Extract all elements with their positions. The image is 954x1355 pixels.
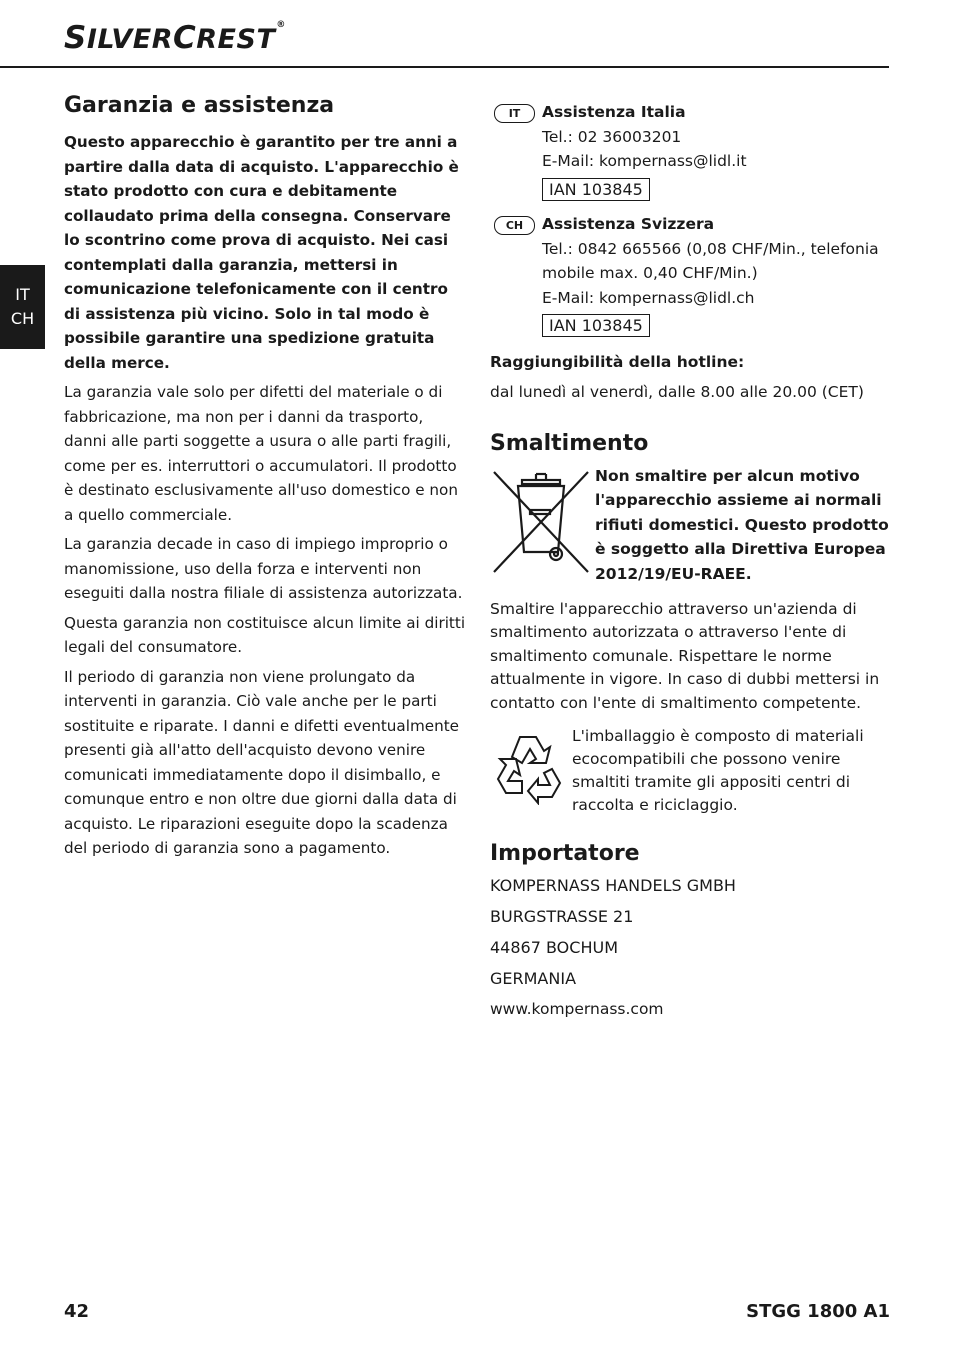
service-phone: Tel.: 02 36003201	[542, 127, 682, 146]
country-badge-ch: CH	[494, 216, 535, 235]
hotline-title: Raggiungibilità della hotline:	[490, 352, 745, 371]
logo-letters: REST	[196, 24, 276, 55]
importer-website[interactable]: www.kompernass.com	[490, 1000, 664, 1018]
service-italy	[490, 100, 890, 202]
brand-logo	[64, 20, 286, 56]
service-title: Assistenza Svizzera	[542, 215, 715, 233]
model-number: STGG 1800 A1	[746, 1301, 890, 1322]
logo-letters: ILVER	[86, 24, 173, 55]
importer-street: BURGSTRASSE 21	[490, 907, 634, 926]
service-switzerland	[490, 212, 890, 339]
importer-country: GERMANIA	[490, 969, 577, 988]
service-email: E-Mail: kompernass@lidl.ch	[542, 288, 755, 307]
importer-city: 44867 BOCHUM	[490, 938, 618, 957]
importer-heading: Importatore	[490, 841, 640, 866]
disposal-heading: Smaltimento	[490, 430, 649, 456]
hotline-hours: dal lunedì al venerdì, dalle 8.00 alle 20.00 (CET)	[490, 382, 864, 401]
logo-letter: S	[64, 20, 87, 56]
warranty-paragraph: Questa garanzia non costituisce alcun limite ai diritti legali del consumatore.	[64, 613, 466, 656]
header-divider	[0, 66, 889, 68]
crossed-bin-icon	[490, 466, 592, 578]
registered-mark: ®	[276, 20, 286, 30]
language-code: IT	[15, 285, 30, 304]
warranty-heading: Garanzia e assistenza	[64, 93, 335, 118]
logo-letter: C	[173, 20, 197, 56]
disposal-text: Smaltire l'apparecchio attraverso un'azienda di smaltimento autorizzata o attraverso l'ente di smaltimento comunale. Rispettare le norme attualmente in vigore. In caso di dubbi mettersi in contatto con l'ente di smaltimento competente.	[490, 599, 880, 712]
weee-notice	[490, 464, 890, 584]
packaging-text: L'imballaggio è composto di materiali ecocompatibili che possono venire smaltiti tramite gli appositi centri di raccolta e riciclaggio.	[572, 727, 864, 814]
language-tab	[0, 265, 45, 349]
service-email: E-Mail: kompernass@lidl.it	[542, 152, 747, 170]
warranty-paragraph: Questo apparecchio è garantito per tre anni a partire dalla data di acquisto. L'apparecchio è stato prodotto con cura e debitamente collaudato prima della consegna. Conservare lo scontrino come prova di acquisto. Nei casi contemplati dalla garanzia, mettersi in comunicazione telefonicamente con il centro di assistenza più vicino. Solo in tal modo è possibile garantire una spedizione gratuita della merce.	[64, 133, 459, 372]
warranty-paragraph: La garanzia vale solo per difetti del materiale o di fabbricazione, ma non per i danni da trasporto, danni alle parti soggette a usura o alle parti fragili, come per es. interruttori o accumulatori. Il prodotto è destinato esclusivamente all'uso domestico e non a quello commerciale.	[64, 383, 458, 524]
country-code: CH	[10, 309, 35, 328]
packaging-notice	[490, 725, 890, 821]
country-badge-it: IT	[494, 104, 535, 123]
ian-box: IAN 103845	[542, 178, 650, 201]
contact-section	[490, 100, 890, 1025]
recycle-icon	[490, 729, 566, 805]
page-number: 42	[64, 1301, 90, 1322]
weee-warning: Non smaltire per alcun motivo l'apparecchio assieme ai normali rifiuti domestici. Questo prodotto è soggetto alla Direttiva Europea 2012/19/EU-RAEE.	[595, 466, 889, 583]
importer-company: KOMPERNASS HANDELS GMBH	[490, 876, 736, 895]
warranty-section	[64, 93, 466, 866]
warranty-paragraph: La garanzia decade in caso di impiego improprio o manomissione, uso della forza e interventi non eseguiti dalla nostra filiale di assistenza autorizzata.	[64, 535, 463, 602]
ian-box: IAN 103845	[542, 314, 650, 337]
service-title: Assistenza Italia	[542, 103, 686, 121]
service-phone: Tel.: 0842 665566 (0,08 CHF/Min., telefonia mobile max. 0,40 CHF/Min.)	[542, 239, 879, 282]
warranty-paragraph: Il periodo di garanzia non viene prolungato da interventi in garanzia. Ciò vale anche per le parti sostituite e riparate. I danni e difetti eventualmente presenti già all'atto dell'acquisto devono venire comunicati immediatamente dopo il disimballo, e comunque entro e non oltre due giorni dalla data di acquisto. Le riparazioni eseguite dopo la scadenza del periodo di garanzia sono a pagamento.	[64, 667, 460, 857]
